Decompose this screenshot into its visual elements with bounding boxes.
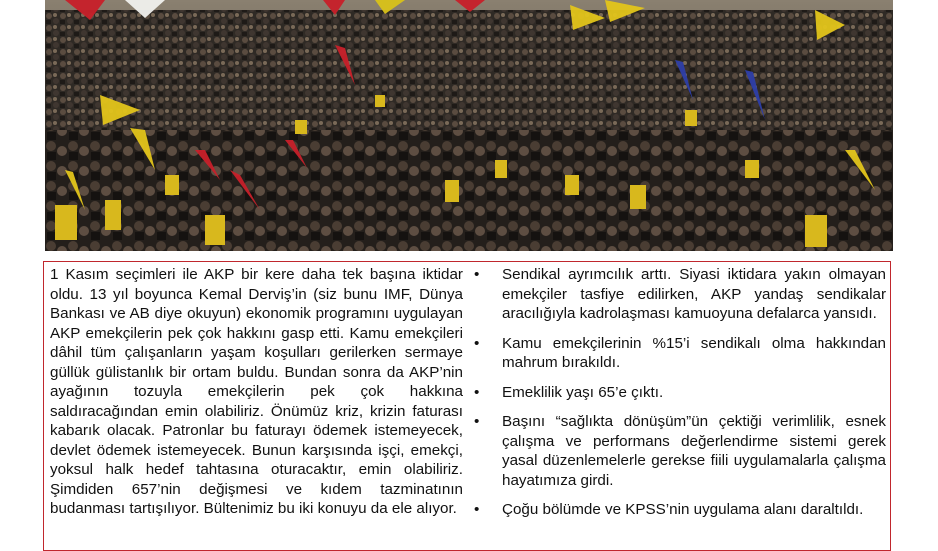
list-item: • Sendikal ayrımcılık arttı. Siyasi iktidara yakın olmayan emekçiler tasfiye edilirken, AKP yandaş sendikalar aracılığıyla kadrolaşması kamuoyuna defalarca yansıdı. bbox=[474, 266, 886, 322]
list-item: • Emeklilik yaşı 65’e çıktı. bbox=[474, 383, 664, 401]
bullet-icon: • bbox=[474, 501, 480, 518]
article-box bbox=[43, 261, 891, 551]
article-intro-text: 1 Kasım seçimleri ile AKP bir kere daha tek başına iktidar oldu. 13 yıl boyunca Kemal Derviş’in (siz bunu IMF, Dünya Bankası ve AB diye okuyun) ekonomik programını uygulayan AKP emekçilerin pek çok hakkını gasp etti. Kamu emekçileri dâhil tüm çalışanların yaşam koşulları gerilerken sermaye güllük gülistanlık bir ortam buldu. Bundan sonra da AKP’nin ayağının tozuyla emekçilerin pek çok hakkına saldıracağından emin olabiliriz. Önümüz kriz, krizin faturası kabarık olacak. Patronlar bu faturayı ödemek istemeyecek, devlet ödemek istemeyecek. Bunun karşısında işçi, emekçi, yoksul halk hedef tahtasına oturacaktır, emin olabiliriz. Şimdiden 657’nin değişmesi ve kıdem tazminatının budanması tartışılıyor. Bültenimiz bu iki konuyu da ele alıyor. bbox=[50, 266, 463, 517]
bullet-icon: • bbox=[474, 383, 480, 401]
bullet-icon: • bbox=[474, 266, 480, 283]
bullet-icon: • bbox=[474, 413, 480, 430]
list-item: • Çoğu bölümde ve KPSS’nin uygulama alanı daraltıldı. bbox=[474, 501, 864, 518]
bullet-icon: • bbox=[474, 334, 480, 352]
crowd-protest-photo bbox=[45, 0, 893, 251]
article-bullet-list bbox=[474, 265, 886, 530]
list-item: • Kamu emekçilerinin %15’i sendikalı olma hakkından mahrum bırakıldı. bbox=[474, 334, 886, 371]
list-item: • Başını “sağlıkta dönüşüm”ün çektiği verimlilik, esnek çalışma ve performans değerlendirme sistemi gerek yasal düzenlemelerle gerekse fiili uygulamalarla çalışma hayatımıza girdi. bbox=[474, 413, 886, 489]
